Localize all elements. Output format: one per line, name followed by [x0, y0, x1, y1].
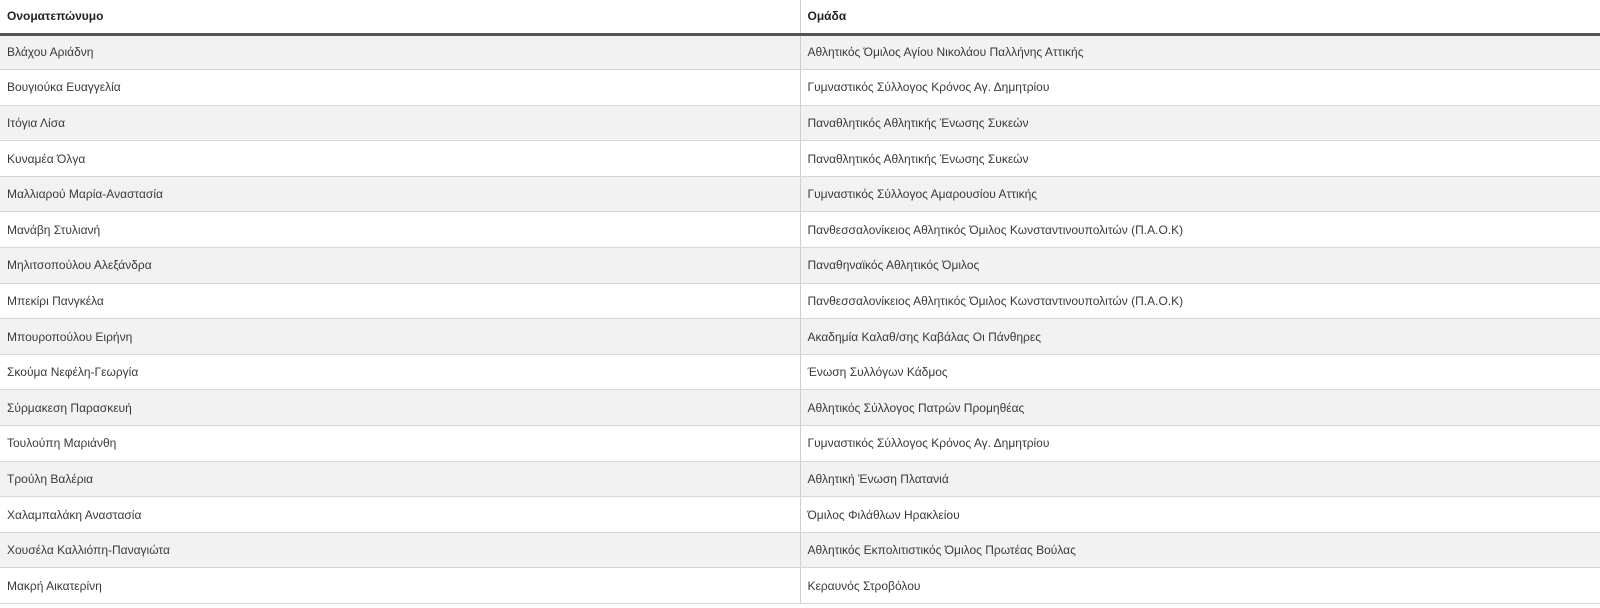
- team-name-cell: Ακαδημία Καλαθ/σης Καβάλας Οι Πάνθηρες: [800, 319, 1600, 355]
- table-row: [0, 568, 1600, 604]
- player-name-cell: Κυναμέα Όλγα: [0, 141, 800, 177]
- team-name-cell: Αθλητικός Όμιλος Αγίου Νικολάου Παλλήνης Αττικής: [800, 34, 1600, 70]
- team-name-cell: Παναθλητικός Αθλητικής Ένωσης Συκεών: [800, 141, 1600, 177]
- player-name-cell: Μπουροπούλου Ειρήνη: [0, 319, 800, 355]
- player-name-cell: Μακρή Αικατερίνη: [0, 568, 800, 604]
- table-row: [0, 70, 1600, 106]
- team-name-cell: Γυμναστικός Σύλλογος Κρόνος Αγ. Δημητρίου: [800, 426, 1600, 462]
- team-name-cell: Γυμναστικός Σύλλογος Αμαρουσίου Αττικής: [800, 176, 1600, 212]
- column-header-team[interactable]: Ομάδα: [800, 0, 1600, 34]
- table-row: [0, 212, 1600, 248]
- team-name-cell: Όμιλος Φιλάθλων Ηρακλείου: [800, 497, 1600, 533]
- table-row: [0, 461, 1600, 497]
- team-name-cell: Αθλητικός Σύλλογος Πατρών Προμηθέας: [800, 390, 1600, 426]
- table-row: [0, 105, 1600, 141]
- team-name-cell: Πανθεσσαλονίκειος Αθλητικός Όμιλος Κωνσταντινουπολιτών (Π.Α.Ο.Κ): [800, 212, 1600, 248]
- column-header-name[interactable]: Ονοματεπώνυμο: [0, 0, 800, 34]
- table-header: [0, 0, 1600, 34]
- player-name-cell: Μανάβη Στυλιανή: [0, 212, 800, 248]
- team-name-cell: Αθλητικός Εκπολιτιστικός Όμιλος Πρωτέας Βούλας: [800, 532, 1600, 568]
- player-name-cell: Μαλλιαρού Μαρία-Αναστασία: [0, 176, 800, 212]
- table-row: [0, 176, 1600, 212]
- table-row: [0, 532, 1600, 568]
- player-name-cell: Βουγιούκα Ευαγγελία: [0, 70, 800, 106]
- team-name-cell: Κεραυνός Στροβόλου: [800, 568, 1600, 604]
- team-name-cell: Παναθλητικός Αθλητικής Ένωσης Συκεών: [800, 105, 1600, 141]
- table-row: [0, 426, 1600, 462]
- table-row: [0, 34, 1600, 70]
- table-row: [0, 283, 1600, 319]
- team-name-cell: Γυμναστικός Σύλλογος Κρόνος Αγ. Δημητρίου: [800, 70, 1600, 106]
- table-row: [0, 390, 1600, 426]
- player-name-cell: Ιτόγια Λίσα: [0, 105, 800, 141]
- player-name-cell: Χαλαμπαλάκη Αναστασία: [0, 497, 800, 533]
- player-name-cell: Βλάχου Αριάδνη: [0, 34, 800, 70]
- team-name-cell: Πανθεσσαλονίκειος Αθλητικός Όμιλος Κωνσταντινουπολιτών (Π.Α.Ο.Κ): [800, 283, 1600, 319]
- player-name-cell: Μπεκίρι Πανγκέλα: [0, 283, 800, 319]
- player-name-cell: Τρούλη Βαλέρια: [0, 461, 800, 497]
- team-name-cell: Παναθηναϊκός Αθλητικός Όμιλος: [800, 248, 1600, 284]
- player-name-cell: Σκούμα Νεφέλη-Γεωργία: [0, 354, 800, 390]
- table-row: [0, 497, 1600, 533]
- player-name-cell: Μηλιτσοπούλου Αλεξάνδρα: [0, 248, 800, 284]
- header-row: [0, 0, 1600, 34]
- player-name-cell: Σύρμακεση Παρασκευή: [0, 390, 800, 426]
- player-name-cell: Χουσέλα Καλλιόπη-Παναγιώτα: [0, 532, 800, 568]
- table-row: [0, 141, 1600, 177]
- team-name-cell: Αθλητική Ένωση Πλατανιά: [800, 461, 1600, 497]
- team-name-cell: Ένωση Συλλόγων Κάδμος: [800, 354, 1600, 390]
- table-row: [0, 248, 1600, 284]
- table-row: [0, 354, 1600, 390]
- table-body: [0, 34, 1600, 604]
- player-name-cell: Τουλούπη Μαριάνθη: [0, 426, 800, 462]
- table-row: [0, 319, 1600, 355]
